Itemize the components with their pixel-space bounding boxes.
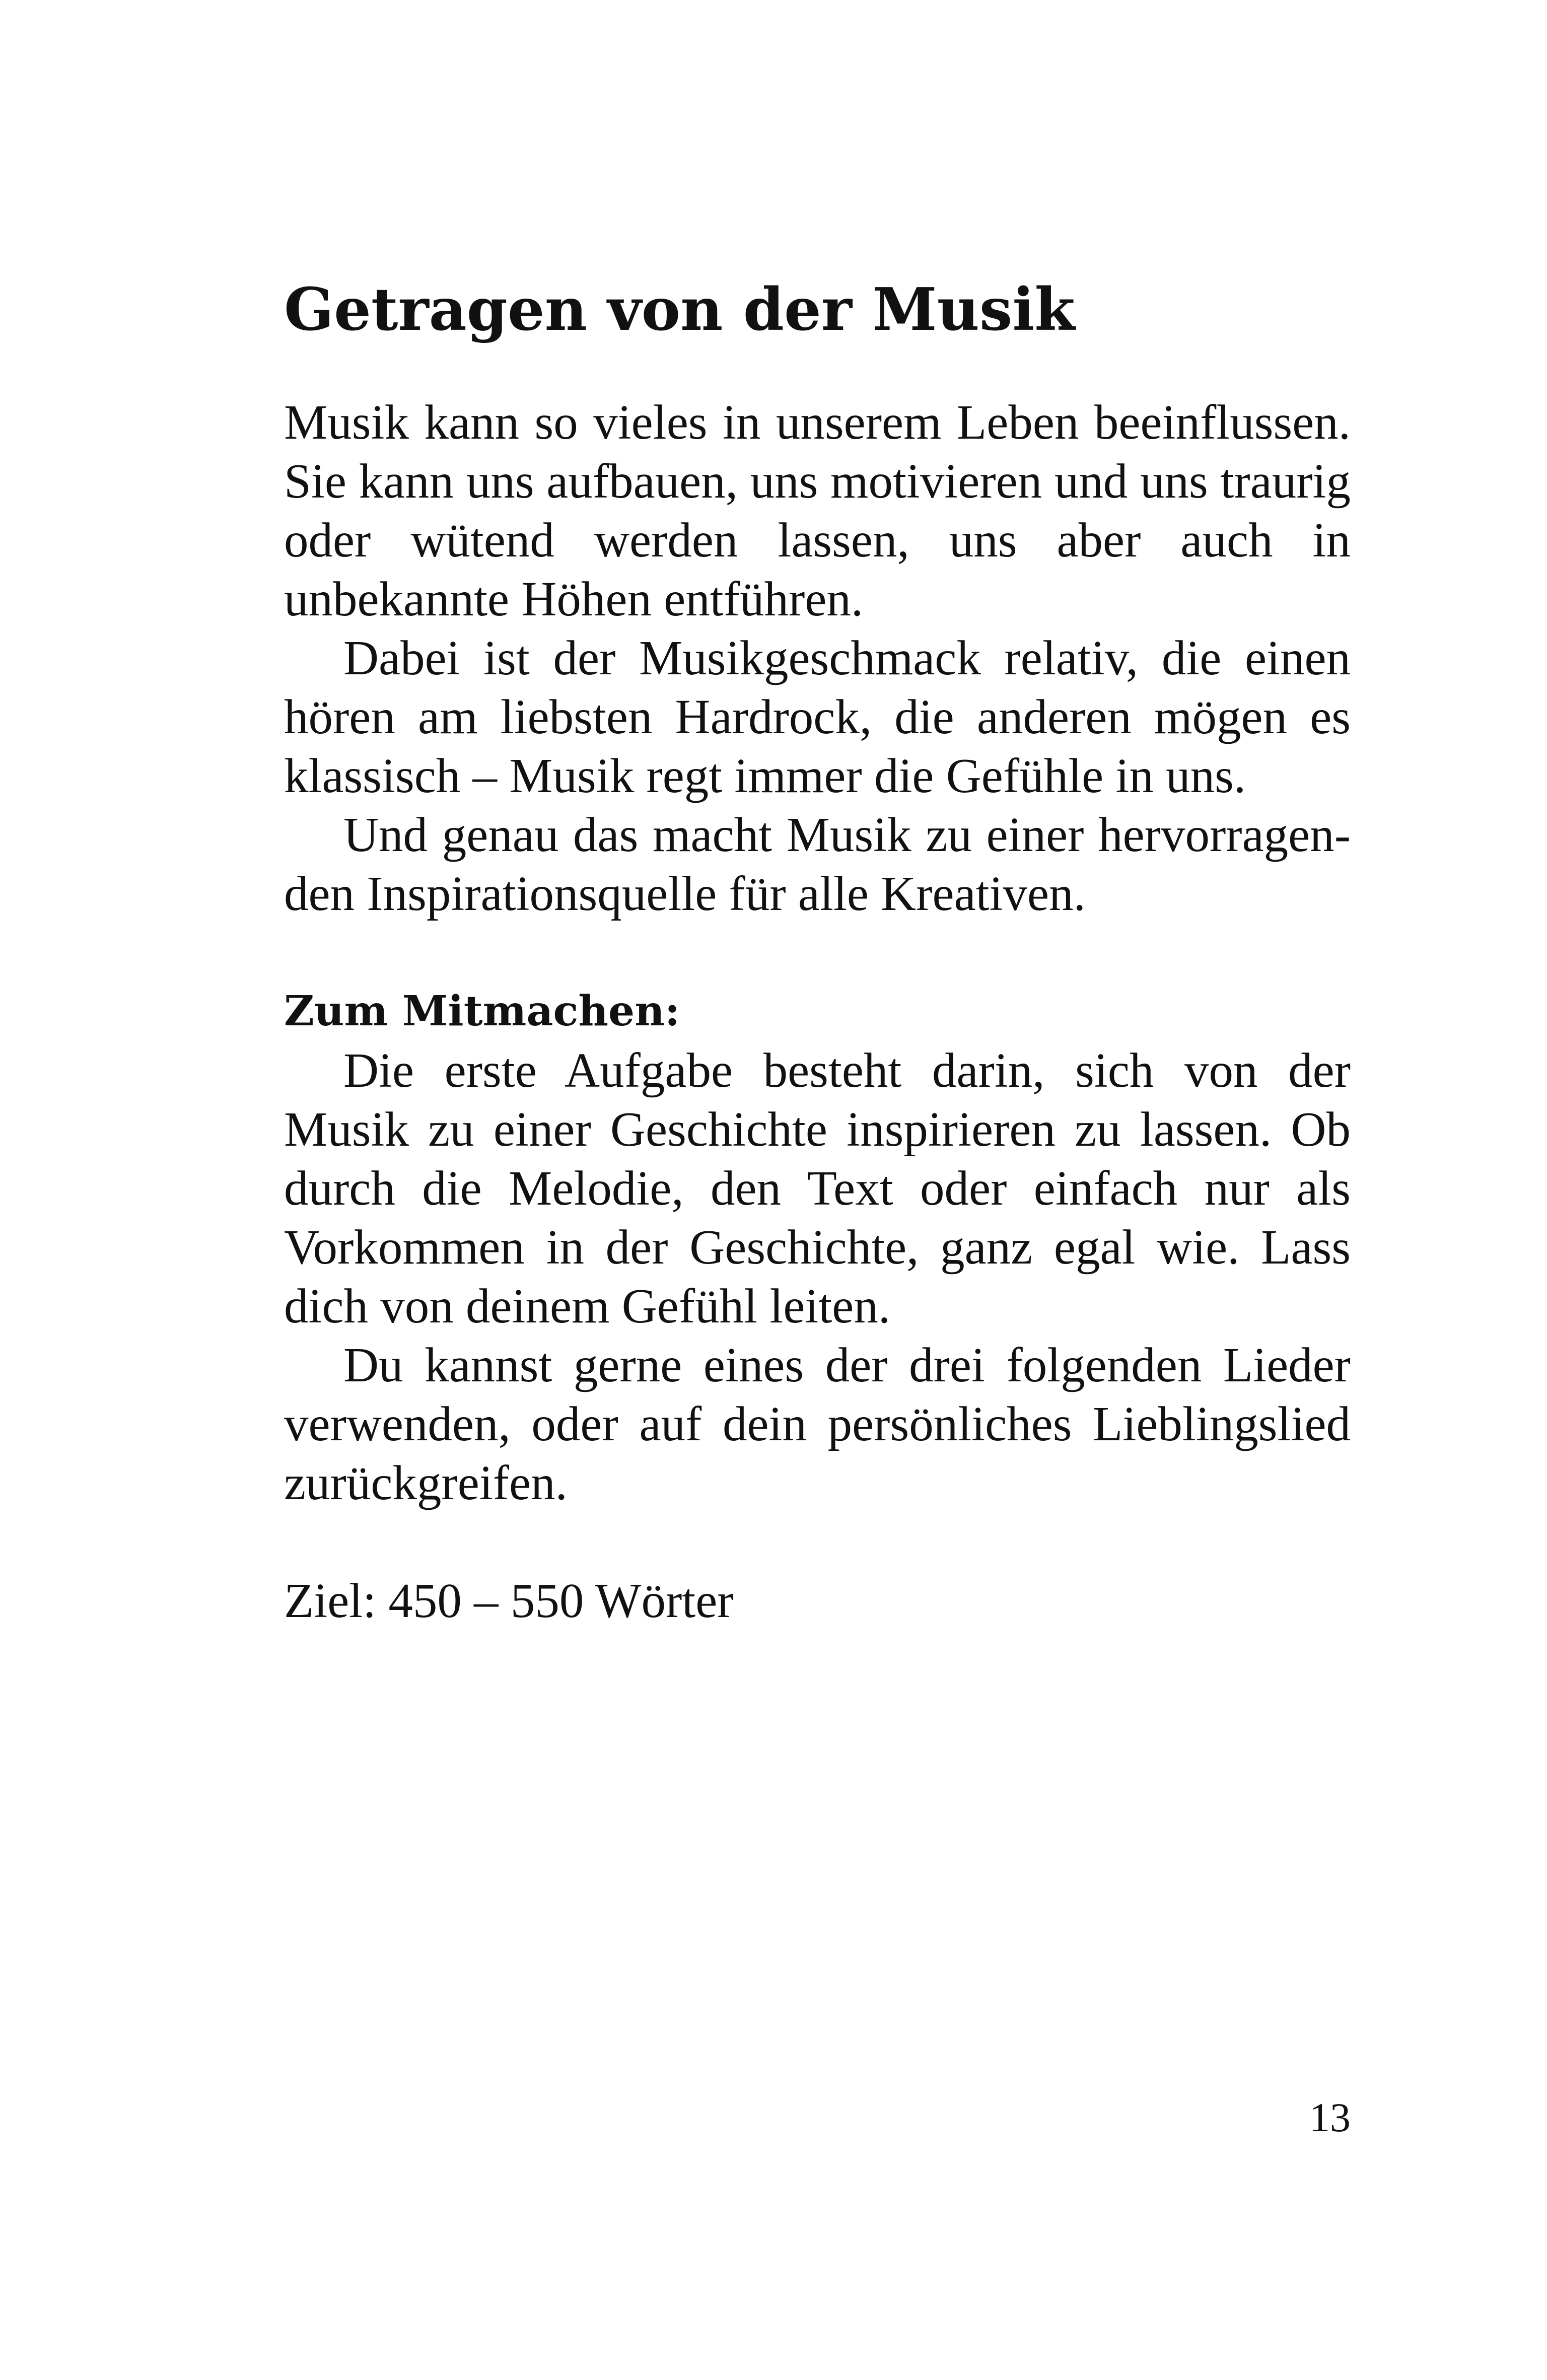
intro-paragraph-3: Und genau das macht Musik zu einer hervorragenden Inspirationsquelle für alle Kreativen. (284, 808, 1351, 921)
page-number: 13 (1309, 2094, 1351, 2140)
task-paragraph-2: Du kannst gerne eines der drei folgenden Lieder verwenden, oder auf dein persönliches Lieblingslied zurückgreifen. (284, 1338, 1351, 1510)
chapter-body (284, 393, 1351, 1630)
intro-paragraph-2: Dabei ist der Musikgeschmack relativ, die einen hören am liebsten Hardrock, die anderen mögen es klassisch – Musik regt immer die Gefühle in uns. (284, 631, 1351, 803)
chapter-title: Getragen von der Musik (284, 275, 1075, 344)
task-paragraph-1: Die erste Aufgabe besteht darin, sich von der Musik zu einer Geschichte inspirieren zu lassen. Ob durch die Melodie, den Text oder einfach nur als Vorkommen in der Geschichte, ganz egal wie. Lass dich von deinem Gefühl leiten. (284, 1043, 1351, 1333)
task-heading: Zum Mitmachen: (284, 987, 680, 1035)
intro-paragraph-1: Musik kann so vieles in unserem Leben beeinflussen. Sie kann uns aufbauen, uns motivieren und uns traurig oder wütend werden lassen, uns aber auch in unbekannte Höhen entführen. (284, 395, 1351, 626)
book-page (284, 0, 1351, 2380)
word-goal: Ziel: 450 – 550 Wörter (284, 1574, 734, 1628)
